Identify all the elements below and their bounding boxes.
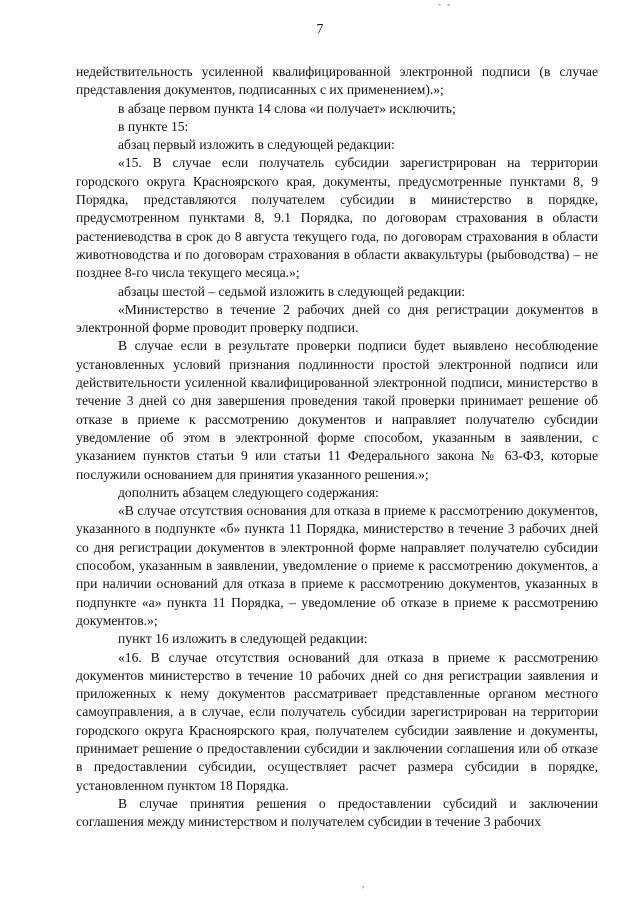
paragraph-quote-verification: «Министерство в течение 2 рабочих дней со дня регистрации документов в электронной форме проводит проверку подписи. [76, 301, 598, 336]
paragraph-continuation: недействительность усиленной квалифицированной электронной подписи (в случае представления документов, подписанных с их применением).»; [76, 64, 598, 98]
paragraph-quote-15: «15. В случае если получатель субсидии зарегистрирован на территории городского округа Красноярского края, документы, предусмотренные пунктами 8, 9 Порядка, представляются получателем субсидии в министерство в порядке, предусмотренном пунктами 8, 9.1 Порядка, по договорам страхования в области растениеводства в срок до 8 августа текущего года, по договорам страхования в области животноводства и по договорам страхования в области аквакультуры (рыбоводства) – не позднее 8-го числа текущего месяца.»; [76, 155, 598, 281]
document-body [76, 63, 598, 831]
paragraph-instruction: абзацы шестой – седьмой изложить в следующей редакции: [118, 283, 466, 299]
paragraph-item-15-heading: в пункте 15: [118, 118, 189, 134]
paragraph-agreement: В случае принятия решения о предоставлении субсидий и заключении соглашения между министерством и получателем субсидии в течение 3 рабочих [76, 795, 598, 830]
paragraph-quote-refusal: В случае если в результате проверки подписи будет выявлено несоблюдение установленных условий признания подлинности простой электронной подписи или действительности усиленной квалифицированной электронной подписи, министерство в течение 3 дней со дня завершения проведения такой проверки принимает решение об отказе в приеме к рассмотрению документов и направляет получателю субсидии уведомление об этом в электронной форме способом, указанным в заявлении, с указанием пунктов статьи 9 или статьи 11 Федерального закона № 63-ФЗ, которые послужили основанием для принятия указанного решения.»; [76, 338, 598, 482]
paragraph-quote-acceptance: «В случае отсутствия основания для отказа в приеме к рассмотрению документов, указанного в подпункте «б» пункта 11 Порядка, министерство в течение 3 рабочих дней со дня регистрации документов в электронной форме направляет получателю субсидии способом, указанным в заявлении, уведомление о приеме к рассмотрению документов, а при наличии оснований для отказа в приеме к рассмотрению документов, указанных в подпункте «а» пункта 11 Порядка, – уведомление об отказе в приеме к рассмотрению документов.»; [76, 503, 598, 628]
paragraph-instruction: дополнить абзацем следующего содержания: [118, 484, 379, 500]
page-number: 7 [316, 22, 324, 37]
scan-mark-top: - - [438, 0, 453, 9]
paragraph-item-14: в абзаце первом пункта 14 слова «и получает» исключить; [118, 100, 456, 116]
paragraph-instruction: пункт 16 изложить в следующей редакции: [118, 631, 368, 647]
paragraph-instruction: абзац первый изложить в следующей редакции: [118, 137, 395, 153]
paragraph-quote-16: «16. В случае отсутствия оснований для отказа в приеме к рассмотрению документов министерство в течение 10 рабочих дней со дня регистрации заявления и приложенных к нему документов рассматривает представленные органом местного самоуправления, а в случае, если получатель субсидии зарегистрирован на территории городского округа Красноярского края, получателем субсидии заявление и документы, принимает решение о предоставлении субсидии и заключении соглашения или об отказе в предоставлении субсидии, осуществляет расчет размера субсидии в порядке, установленном пунктом 18 Порядка. [76, 649, 598, 793]
scan-mark-bottom: , [362, 879, 365, 889]
